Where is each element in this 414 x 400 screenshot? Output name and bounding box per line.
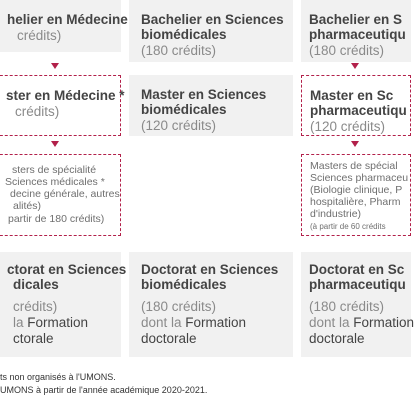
col3-doctorat-doctorale: doctorale <box>309 331 365 346</box>
col1-doctorat-credits: crédits) <box>13 299 58 314</box>
col3-doctorat-dont <box>309 315 414 330</box>
col2-master-title-l2: biomédicales <box>141 102 227 117</box>
col1-specialite-l3: decine générale, autres <box>10 188 120 200</box>
col1-doctorat-formation: Formation <box>27 315 89 330</box>
col3-master-title-l2: pharmaceutiqu <box>310 103 407 118</box>
col3-master-box <box>301 75 411 136</box>
footnote-2: UMONS à partir de l'année académique 2020-2021. <box>0 385 208 395</box>
col3-specialite-l2: Sciences pharmaceu <box>310 172 409 184</box>
col3-bachelier-title-l1: Bachelier en S <box>309 12 403 27</box>
col3-doctorat-title-l2: pharmaceutiqu <box>309 277 406 292</box>
footnote-1: ts non organisés à l'UMONS. <box>0 372 116 382</box>
col3-doctorat-formation: Formation <box>353 315 414 330</box>
col2-doctorat-doctorale: doctorale <box>141 331 197 346</box>
col3-specialite-box <box>301 154 411 236</box>
col3-specialite-l5: d'industrie) <box>310 208 362 220</box>
col2-doctorat-title-l2: biomédicales <box>141 277 227 292</box>
col1-doctorat-box <box>0 252 127 357</box>
col2-doctorat-dont-text: dont la <box>141 315 186 330</box>
col3-specialite-l3: (Biologie clinique, P <box>310 184 403 196</box>
col1-master-title: ster en Médecine * <box>6 88 125 103</box>
col3-specialite-l4: hospitalière, Pharm <box>310 196 401 208</box>
col1-specialite-l5: partir de 180 crédits) <box>8 213 105 225</box>
col3-arrow-1 <box>351 63 359 69</box>
col3-bachelier-box <box>301 0 411 62</box>
col3-doctorat-title-l1: Doctorat en Sc <box>309 262 405 277</box>
col2-bachelier-credits: (180 crédits) <box>141 43 217 58</box>
col2-doctorat-credits: (180 crédits) <box>141 299 217 314</box>
col1-doctorat-title-l2: dicales <box>13 277 59 292</box>
col1-doctorat-dont <box>13 315 88 330</box>
col2-bachelier-box <box>129 0 293 62</box>
col1-bachelier-title: helier en Médecine <box>7 12 128 27</box>
col3-arrow-2 <box>351 141 359 147</box>
col2-doctorat-title-l1: Doctorat en Sciences <box>141 262 279 277</box>
col2-master-title-l1: Master en Sciences <box>141 87 267 102</box>
col1-master-credits: crédits) <box>15 104 60 119</box>
col1-master-box <box>0 75 125 136</box>
col1-specialite-box <box>0 154 121 236</box>
col1-specialite-l1: sters de spécialité <box>12 164 97 176</box>
col1-bachelier-box <box>0 0 128 52</box>
col2-doctorat-dont <box>141 315 246 330</box>
col1-doctorat-title-l1: ctorat en Sciences <box>7 262 127 277</box>
col3-master-credits: (120 crédits) <box>310 119 386 134</box>
col1-specialite-l4: alités) <box>13 200 42 212</box>
col3-bachelier-title-l2: pharmaceutiqu <box>309 27 406 42</box>
col2-doctorat-box <box>129 252 293 357</box>
col3-doctorat-box <box>301 252 414 357</box>
col3-specialite-l6: (à partir de 60 crédits <box>310 222 386 231</box>
col3-doctorat-dont-text: dont la <box>309 315 354 330</box>
col2-master-box <box>129 75 293 136</box>
col1-specialite-l2: Sciences médicales * <box>5 176 105 188</box>
col1-arrow-1 <box>51 63 59 69</box>
col2-bachelier-title-l1: Bachelier en Sciences <box>141 12 284 27</box>
col3-bachelier-credits: (180 crédits) <box>309 43 385 58</box>
col1-bachelier-credits: crédits) <box>17 28 62 43</box>
col2-bachelier-title-l2: biomédicales <box>141 27 227 42</box>
col1-arrow-2 <box>51 141 59 147</box>
col3-specialite-l1: Masters de spécial <box>310 160 398 172</box>
col1-doctorat-doctorale: ctorale <box>13 331 54 346</box>
col1-doctorat-dont-text: la <box>13 315 28 330</box>
col3-doctorat-credits: (180 crédits) <box>309 299 385 314</box>
col2-master-credits: (120 crédits) <box>141 118 217 133</box>
col3-master-title-l1: Master en Sc <box>310 88 394 103</box>
col2-doctorat-formation: Formation <box>185 315 247 330</box>
